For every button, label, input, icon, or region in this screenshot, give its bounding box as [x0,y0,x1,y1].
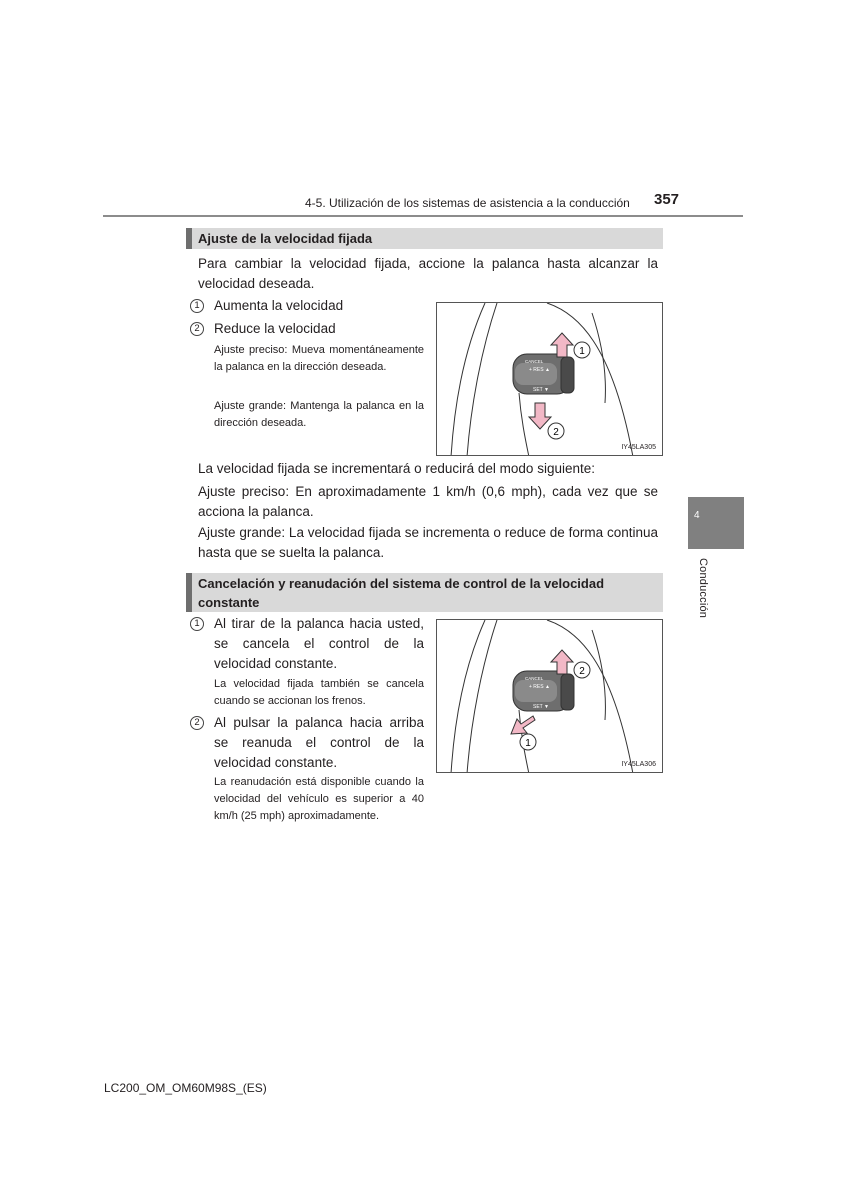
lever-label-res: + RES ▲ [529,367,550,373]
lever-label-res: + RES ▲ [529,684,550,690]
note-resume: La reanudación está disponible cuando la velocidad del vehículo es superior a 40 km/h (25 mph) aproximadamente. [214,776,424,822]
section1-para: La velocidad fijada se incrementará o reducirá del modo siguiente: [198,461,595,476]
arrow-pull-icon [511,716,535,734]
note-cancel: La velocidad fijada también se cancela cuando se accionan los frenos. [214,678,424,707]
section1-para: Ajuste grande: La velocidad fijada se incrementa o reduce de forma continua hasta que se suelta la palanca. [198,525,658,560]
callout-2: 2 [579,666,585,677]
callout-1: 1 [579,346,585,357]
chapter-tab [688,497,744,549]
item-number: 2 [190,322,204,336]
figure-lever-speed [436,302,663,456]
section1-intro: Para cambiar la velocidad fijada, accione la palanca hasta alcanzar la velocidad deseada. [198,256,658,291]
lever-label-set: SET ▼ [533,387,549,393]
item-text: Aumenta la velocidad [214,298,344,313]
lever-label-cancel: CANCEL [525,359,544,364]
arrow-up-icon [551,333,573,357]
page-number: 357 [654,191,680,208]
note-large-adjust: Ajuste grande: Mantenga la palanca en la dirección deseada. [214,400,424,429]
section-heading-cancel-resume: Cancelación y reanudación del sistema de control de la velocidad constante [186,573,663,612]
section1-para: Ajuste preciso: En aproximadamente 1 km/h (0,6 mph), cada vez que se acciona la palanca. [198,484,658,519]
callout-2: 2 [553,427,559,438]
item-text: Reduce la velocidad [214,321,336,336]
lever-illustration [437,303,663,456]
header-rule [103,215,743,217]
figure-code: IY45LA305 [621,444,656,451]
arrow-up-icon [551,650,573,674]
footer-doc-id: LC200_OM_OM60M98S_(ES) [104,1081,267,1095]
section-heading-speed-adjust: Ajuste de la velocidad fijada [186,228,663,249]
lever-illustration [437,620,663,773]
figure-code: IY45LA306 [621,761,656,768]
item-number: 1 [190,617,204,631]
item-text: Al pulsar la palanca hacia arriba se reanuda el control de la velocidad constante. [214,715,424,770]
arrow-down-icon [529,403,551,429]
lever-label-cancel: CANCEL [525,676,544,681]
item-text: Al tirar de la palanca hacia usted, se cancela el control de la velocidad constante. [214,616,424,671]
callout-1: 1 [525,738,531,749]
item-number: 1 [190,299,204,313]
item-number: 2 [190,716,204,730]
running-header: 4-5. Utilización de los sistemas de asistencia a la conducción [305,196,630,210]
lever-label-set: SET ▼ [533,704,549,710]
figure-lever-cancel-resume [436,619,663,773]
chapter-number: 4 [694,510,700,521]
chapter-label: Conducción [697,558,709,619]
note-fine-adjust: Ajuste preciso: Mueva momentáneamente la palanca en la dirección deseada. [214,344,424,373]
